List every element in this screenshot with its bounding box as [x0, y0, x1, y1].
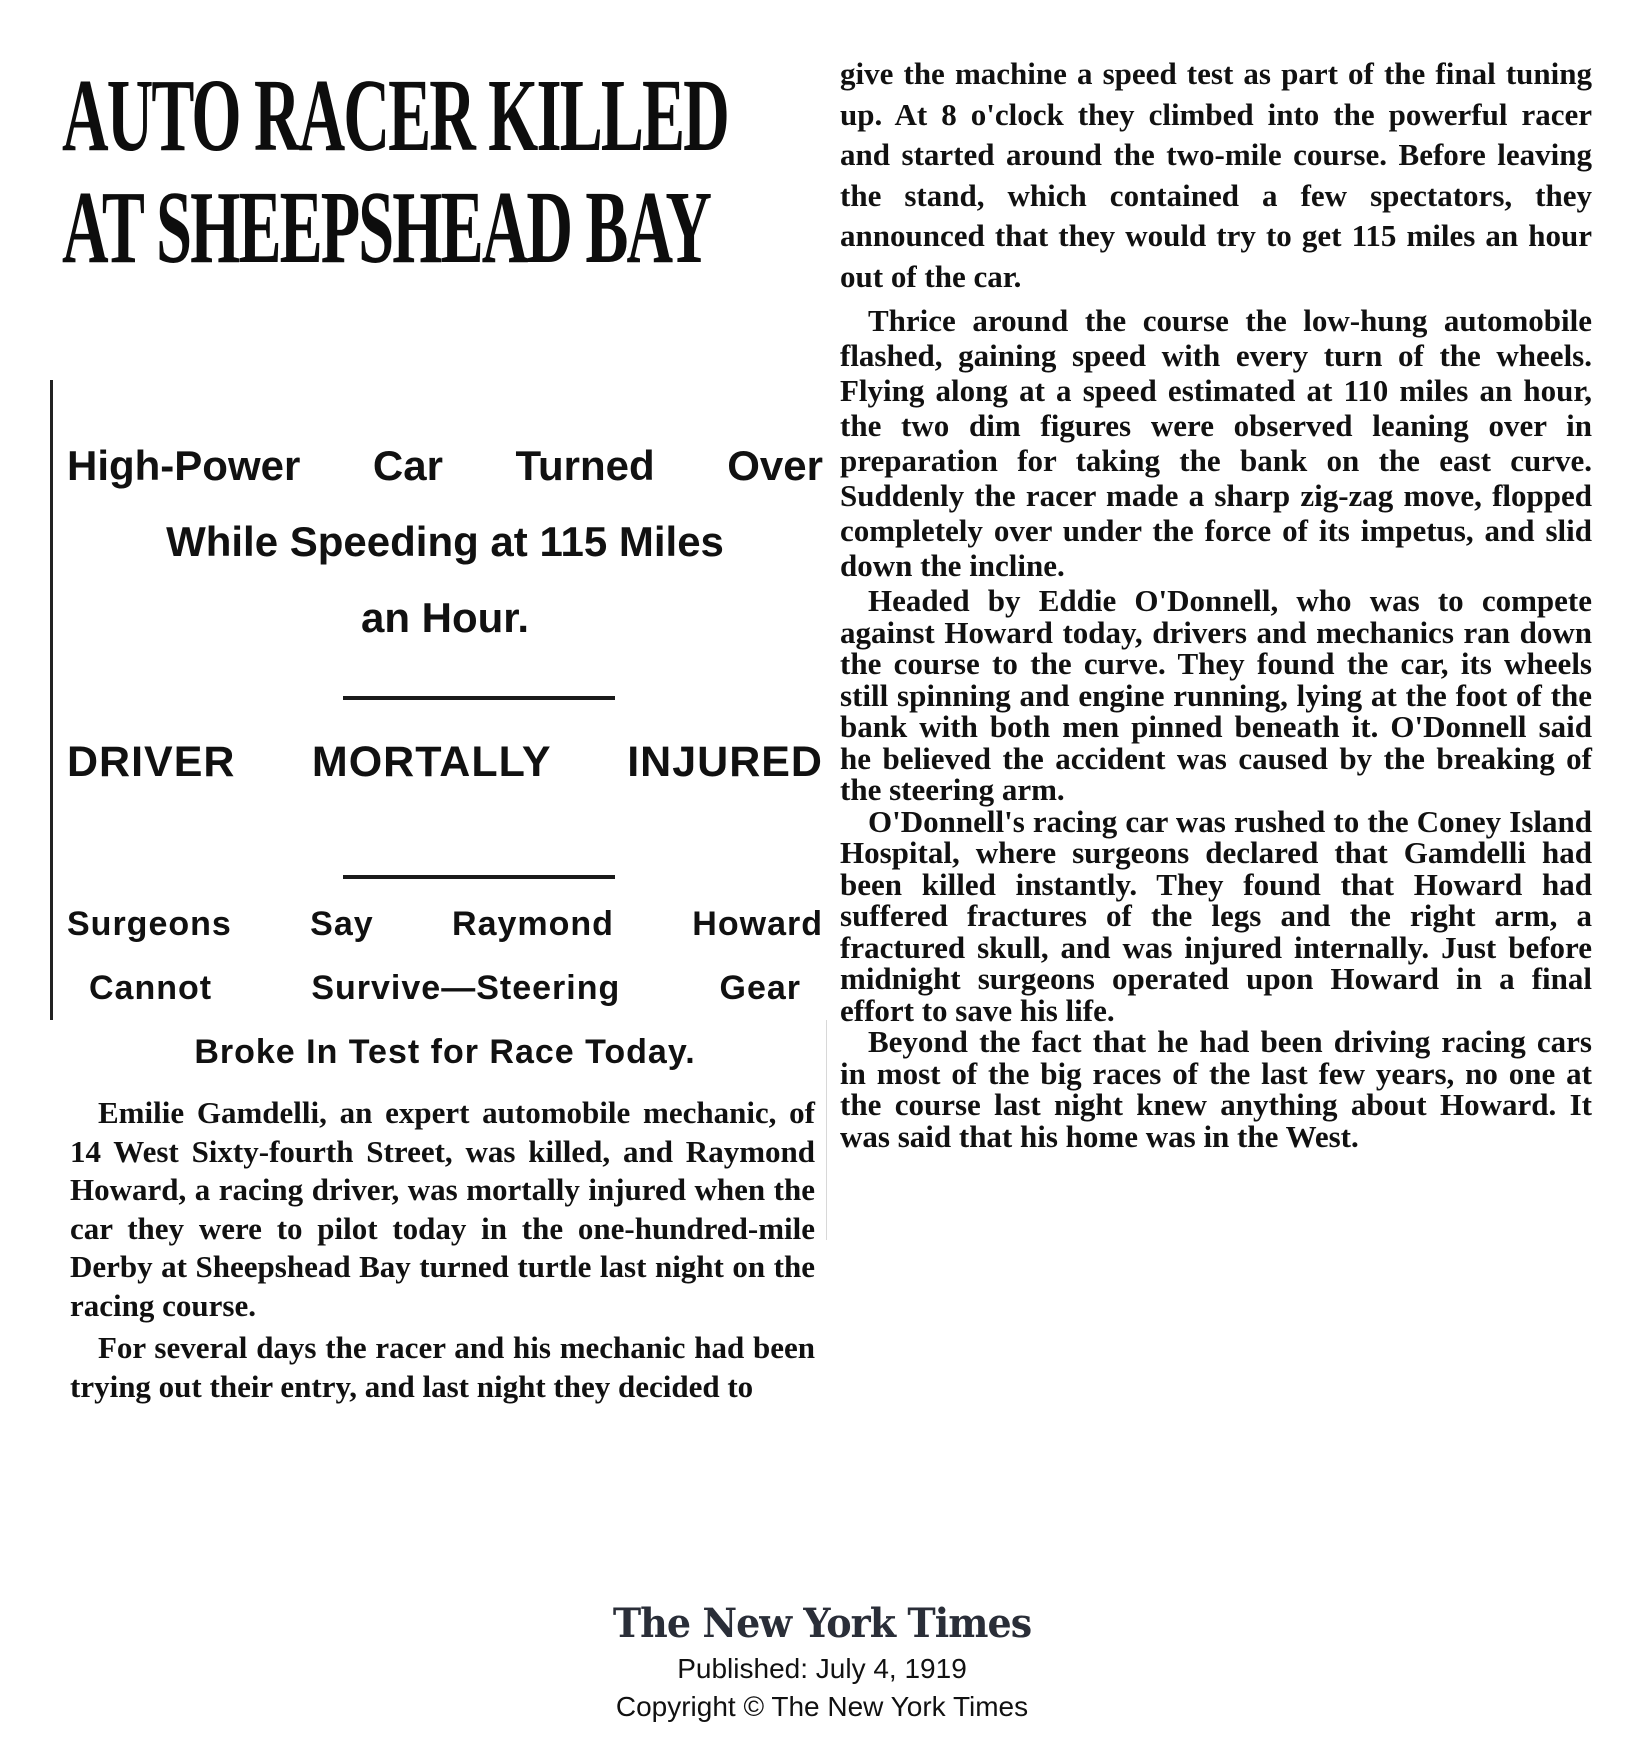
- divider-rule: [343, 696, 615, 700]
- paragraph: give the machine a speed test as part of the final tuning up. At 8 o'clock they climbed into the powerful racer and started around the two-mile course. Before leaving the stand, which contained a few spectators, they announced that they would try to get 115 miles an hour out of the car.: [840, 56, 1592, 294]
- headline-line-2: AT SHEEPSHEAD BAY: [62, 170, 711, 285]
- headline: [62, 60, 825, 284]
- paragraph: Thrice around the course the low-hung automobile flashed, gaining speed with every turn of the wheels. Flying along at a speed estimated at 110 miles an hour, the two dim figures were observed leaning over in preparation for taking the bank on the east curve. Suddenly the racer made a sharp zig-zag move, flopped completely over under the force of its impetus, and slid down the incline.: [840, 303, 1592, 583]
- right-column-paragraphs: [840, 303, 1592, 1152]
- copyright-notice: Copyright © The New York Times: [615, 1691, 1029, 1722]
- paragraph: Beyond the fact that he had been driving racing cars in most of the big races of the last few years, no one at the course last night knew anything about Howard. It was said that his home was in the West.: [840, 1024, 1592, 1154]
- right-column-top-block: [840, 54, 1592, 297]
- subheadline-1-rest: While Speeding at 115 Miles an Hour.: [166, 518, 724, 641]
- paragraph: O'Donnell's racing car was rushed to the Coney Island Hospital, where surgeons declared that Gamdelli had been killed instantly. They found that Howard had suffered fractures of the legs and the right arm, a fractured skull, and was injured internally. Just before midnight surgeons operated upon Howard in a final effort to save his life.: [840, 803, 1592, 1028]
- paragraph: Headed by Eddie O'Donnell, who was to compete against Howard today, drivers and mechanics ran down the course to the curve. They found the car, its wheels still spinning and engine running, lying at the foot of the bank with both men pinned beneath it. O'Donnell said he believed the accident was caused by the breaking of the steering arm.: [840, 583, 1592, 807]
- masthead-logo: The New York Times: [612, 1600, 1032, 1647]
- subheadline-3: [67, 892, 823, 1084]
- paragraph: Emilie Gamdelli, an expert automobile mechanic, of 14 West Sixty-fourth Street, was killed, and Raymond Howard, a racing driver, was mortally injured when the car they were to pilot today in the one-hundred-mile Derby at Sheepshead Bay turned turtle last night on the racing course.: [70, 1095, 815, 1323]
- left-column-body: [70, 1094, 815, 1410]
- footer: [0, 1598, 1644, 1726]
- divider-rule: [343, 875, 615, 879]
- deck-box: [50, 380, 823, 1071]
- subheadline-1: [67, 428, 823, 656]
- column-divider: [826, 1020, 827, 1240]
- left-column: [62, 58, 823, 1071]
- subheadline-3-line-3: Broke In Test for Race Today.: [194, 1033, 696, 1071]
- paragraph: For several days the racer and his mechanic had been trying out their entry, and last night they decided to: [70, 1330, 815, 1404]
- published-date: Published: July 4, 1919: [677, 1653, 967, 1684]
- headline-line-1: AUTO RACER KILLED: [62, 58, 728, 173]
- subheadline-1-line-1: High-Power Car Turned Over: [67, 442, 823, 489]
- right-column-body: [840, 54, 1592, 1152]
- subheadline-2: DRIVER MORTALLY INJURED: [67, 738, 823, 786]
- subheadline-3-line-1: Surgeons Say Raymond Howard: [67, 905, 823, 943]
- subheadline-3-line-2: Cannot Survive—Steering Gear: [89, 969, 801, 1007]
